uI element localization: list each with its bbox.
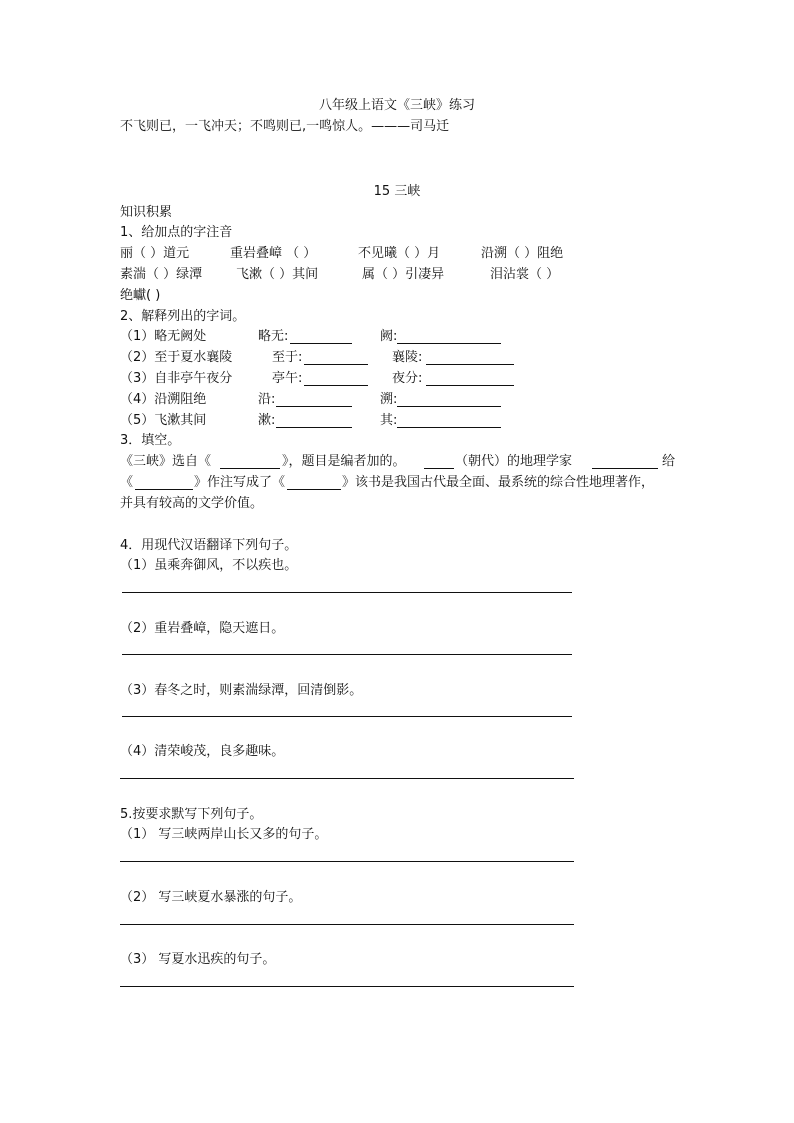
q5-answer-line-2[interactable] [120, 924, 574, 925]
q5-answer-line-1[interactable] [120, 861, 574, 862]
lesson-title: 15 三峡 [373, 184, 421, 199]
q1-item: 泪沾裳（ ） [490, 267, 560, 282]
q1-item: 素湍（ ）绿潭 [120, 267, 203, 282]
q2-word-label: 溯: [380, 392, 398, 407]
q1-item: 沿溯（ ）阻绝 [481, 246, 564, 261]
q2-answer-blank[interactable] [304, 372, 368, 386]
q2-phrase: （2）至于夏水襄陵 [120, 350, 233, 365]
q3-text: 《三峡》选自《 [120, 454, 212, 469]
q3-text: （朝代）的地理学家 [455, 454, 573, 469]
q1-item: 丽（ ）道元 [120, 246, 190, 261]
q2-answer-blank[interactable] [397, 330, 501, 344]
q4-answer-line-1[interactable] [122, 592, 572, 593]
q3-blank-source-book[interactable] [220, 455, 280, 469]
q2-answer-blank[interactable] [397, 393, 501, 407]
q5-item-1: （1） 写三峡两岸山长又多的句子。 [120, 827, 328, 842]
q2-word-label: 夜分: [392, 371, 423, 386]
q2-answer-blank[interactable] [304, 351, 368, 365]
q2-word-label: 阙: [380, 329, 398, 344]
q3-blank-geographer[interactable] [592, 455, 658, 469]
q3-text: 给 [662, 454, 676, 469]
q2-phrase: （1）略无阙处 [120, 329, 207, 344]
q2-word-label: 其: [380, 413, 398, 428]
q2-heading: 2、解释列出的字词。 [120, 309, 246, 324]
q2-answer-blank[interactable] [276, 393, 352, 407]
q5-item-2: （2） 写三峡夏水暴涨的句子。 [120, 890, 302, 905]
q2-word-label: 襄陵: [392, 350, 423, 365]
q4-item-2: （2）重岩叠嶂，隐天遮日。 [120, 621, 285, 636]
motto-quote: 不飞则已，一飞冲天；不鸣则已,一鸣惊人。———司马迁 [120, 119, 450, 134]
q3-text: 》，题目是编者加的。 [282, 454, 406, 469]
q2-answer-blank[interactable] [397, 414, 501, 428]
q2-phrase: （3）自非亭午夜分 [120, 371, 233, 386]
q4-answer-line-4[interactable] [120, 778, 574, 779]
worksheet-title: 八年级上语文《三峡》练习 [318, 98, 475, 113]
q2-word-label: 沿: [258, 392, 276, 407]
q4-answer-line-2[interactable] [122, 654, 572, 655]
q2-answer-blank[interactable] [276, 414, 352, 428]
q2-phrase: （4）沿溯阻绝 [120, 392, 207, 407]
q5-heading: 5.按要求默写下列句子。 [120, 807, 263, 822]
q1-row-3: 绝巘( ) [120, 288, 161, 303]
q2-answer-blank[interactable] [426, 372, 514, 386]
q3-blank-written-book[interactable] [287, 476, 341, 490]
q4-item-4: （4）清荣峻茂，良多趣味。 [120, 744, 285, 759]
q3-heading: 3．填空。 [120, 433, 181, 448]
q5-item-3: （3） 写夏水迅疾的句子。 [120, 952, 276, 967]
q2-phrase: （5）飞漱其间 [120, 413, 207, 428]
q2-answer-blank[interactable] [290, 330, 352, 344]
q3-text-line-3: 并具有较高的文学价值。 [120, 496, 264, 511]
q4-answer-line-3[interactable] [122, 716, 572, 717]
q5-answer-line-3[interactable] [120, 986, 574, 987]
q3-text: 》该书是我国古代最全面、最系统的综合性地理著作， [342, 475, 655, 490]
q4-item-3: （3）春冬之时，则素湍绿潭，回清倒影。 [120, 683, 363, 698]
q1-item: 重岩叠嶂 （ ） [230, 246, 317, 261]
q4-heading: 4．用现代汉语翻译下列句子。 [120, 538, 298, 553]
q2-word-label: 略无: [258, 329, 289, 344]
section-heading: 知识积累 [120, 205, 173, 220]
q2-answer-blank[interactable] [426, 351, 514, 365]
q2-word-label: 至于: [272, 350, 303, 365]
q1-heading: 1、给加点的字注音 [120, 225, 233, 240]
q3-blank-annotated-book[interactable] [135, 476, 193, 490]
q1-item: 属（ ）引凄异 [362, 267, 445, 282]
q4-item-1: （1）虽乘奔御风，不以疾也。 [120, 558, 298, 573]
q3-text: 》作注写成了《 [194, 475, 286, 490]
q1-item: 不见曦（ ）月 [358, 246, 441, 261]
q1-item: 飞漱（ ）其间 [236, 267, 319, 282]
q2-word-label: 漱: [258, 413, 276, 428]
q3-blank-dynasty[interactable] [424, 455, 454, 469]
q2-word-label: 亭午: [272, 371, 303, 386]
q3-text: 《 [120, 475, 134, 490]
